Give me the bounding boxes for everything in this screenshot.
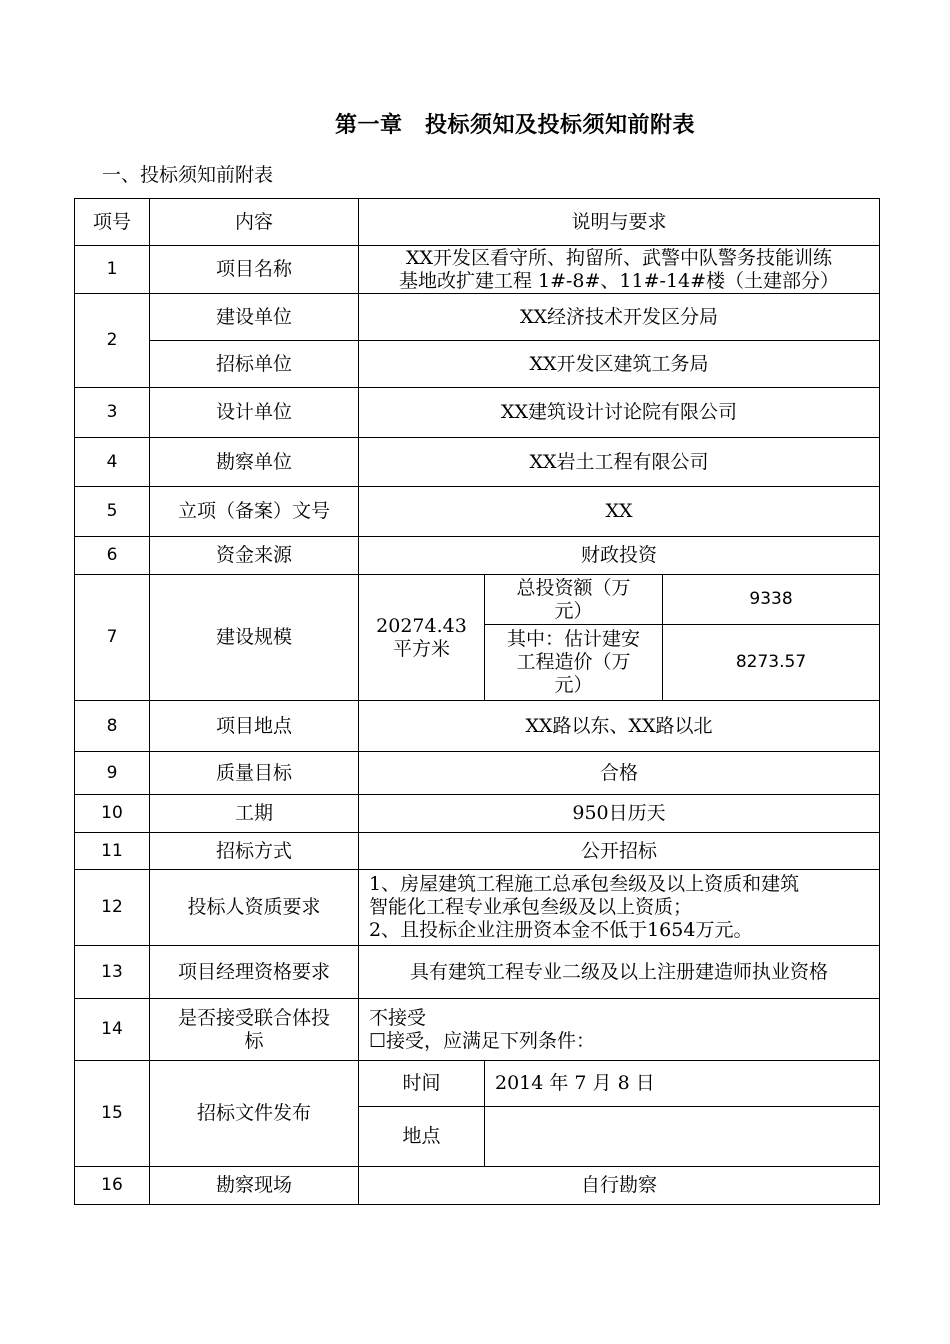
row-value: XX岩土工程有限公司	[359, 438, 880, 487]
page-title: 第一章 投标须知及投标须知前附表	[334, 112, 695, 138]
row-value: 具有建筑工程专业二级及以上注册建造师执业资格	[359, 946, 880, 999]
total-investment-value: 9338	[663, 575, 880, 625]
table-row	[75, 752, 880, 795]
row-value	[359, 870, 880, 946]
total-investment-label	[485, 575, 663, 625]
row-number: 14	[75, 999, 150, 1061]
construction-area	[359, 575, 485, 701]
table-row	[75, 438, 880, 487]
row-item: 项目地点	[150, 701, 359, 752]
row-item: 建设单位	[150, 294, 359, 341]
row-number: 3	[75, 388, 150, 438]
table-row	[75, 999, 880, 1061]
place-label: 地点	[359, 1107, 485, 1167]
row-number: 12	[75, 870, 150, 946]
table-row	[75, 701, 880, 752]
row-item: 勘察单位	[150, 438, 359, 487]
table-row	[75, 946, 880, 999]
row-value: XX路以东、XX路以北	[359, 701, 880, 752]
row-value: XX	[359, 487, 880, 537]
row-number: 4	[75, 438, 150, 487]
value-line: 基地改扩建工程 1#-8#、11#-14#楼（土建部分）	[398, 269, 840, 292]
row-number: 2	[75, 294, 150, 388]
row-item: 资金来源	[150, 537, 359, 575]
item-line: 标	[244, 1029, 264, 1052]
row-value: 公开招标	[359, 833, 880, 870]
row-item: 建设规模	[150, 575, 359, 701]
table-row	[75, 246, 880, 294]
table-row	[75, 487, 880, 537]
construction-cost-label	[485, 625, 663, 701]
section-heading: 一、投标须知前附表	[102, 164, 274, 186]
label-line: 其中：估计建安	[506, 628, 640, 650]
table-row	[75, 795, 880, 833]
row-number: 10	[75, 795, 150, 833]
row-number: 5	[75, 487, 150, 537]
row-item: 项目经理资格要求	[150, 946, 359, 999]
table-row	[75, 1167, 880, 1205]
table-row	[75, 575, 880, 625]
row-item: 招标方式	[150, 833, 359, 870]
row-value: 950日历天	[359, 795, 880, 833]
row-item: 投标人资质要求	[150, 870, 359, 946]
table-row	[75, 870, 880, 946]
table-row	[75, 294, 880, 341]
row-item: 质量目标	[150, 752, 359, 795]
row-value	[359, 999, 880, 1061]
row-number: 11	[75, 833, 150, 870]
value-line: 2、且投标企业注册资本金不低于1654万元。	[369, 919, 753, 941]
row-value: XX开发区建筑工务局	[359, 341, 880, 388]
tender-notice-table	[74, 198, 880, 1205]
row-item: 招标单位	[150, 341, 359, 388]
table-row	[75, 1061, 880, 1107]
row-number: 6	[75, 537, 150, 575]
header-no: 项号	[75, 199, 150, 246]
label-line: 元）	[554, 599, 593, 622]
row-item	[150, 999, 359, 1061]
time-label: 时间	[359, 1061, 485, 1107]
area-unit: 平方米	[392, 637, 450, 660]
row-value: XX经济技术开发区分局	[359, 294, 880, 341]
row-number: 9	[75, 752, 150, 795]
header-requirements: 说明与要求	[359, 199, 880, 246]
time-value: 2014 年 7 月 8 日	[485, 1061, 880, 1107]
row-item: 项目名称	[150, 246, 359, 294]
header-content: 内容	[150, 199, 359, 246]
value-line: 智能化工程专业承包叁级及以上资质；	[369, 896, 693, 918]
item-line: 是否接受联合体投	[177, 1006, 330, 1029]
row-number: 7	[75, 575, 150, 701]
area-value: 20274.43	[376, 614, 467, 637]
row-item: 立项（备案）文号	[150, 487, 359, 537]
table-row	[75, 341, 880, 388]
row-number: 1	[75, 246, 150, 294]
place-value	[485, 1107, 880, 1167]
row-value: XX建筑设计讨论院有限公司	[359, 388, 880, 438]
row-value	[359, 246, 880, 294]
table-row	[75, 388, 880, 438]
row-item: 勘察现场	[150, 1167, 359, 1205]
row-value: 财政投资	[359, 537, 880, 575]
value-line: XX开发区看守所、拘留所、武警中队警务技能训练	[405, 246, 833, 269]
row-value: 合格	[359, 752, 880, 795]
table-row	[75, 833, 880, 870]
row-number: 13	[75, 946, 150, 999]
row-value: 自行勘察	[359, 1167, 880, 1205]
value-line: ☐接受，应满足下列条件：	[369, 1029, 596, 1052]
row-number: 16	[75, 1167, 150, 1205]
row-number: 15	[75, 1061, 150, 1167]
value-line: 1、房屋建筑工程施工总承包叁级及以上资质和建筑	[369, 873, 800, 895]
label-line: 总投资额（万	[516, 576, 631, 599]
value-line: 不接受	[369, 1006, 427, 1029]
table-row	[75, 537, 880, 575]
row-item: 设计单位	[150, 388, 359, 438]
row-item: 工期	[150, 795, 359, 833]
label-line: 工程造价（万	[516, 651, 631, 673]
table-header-row	[75, 199, 880, 246]
label-line: 元）	[554, 674, 593, 696]
row-number: 8	[75, 701, 150, 752]
row-item: 招标文件发布	[150, 1061, 359, 1167]
construction-cost-value: 8273.57	[663, 625, 880, 701]
